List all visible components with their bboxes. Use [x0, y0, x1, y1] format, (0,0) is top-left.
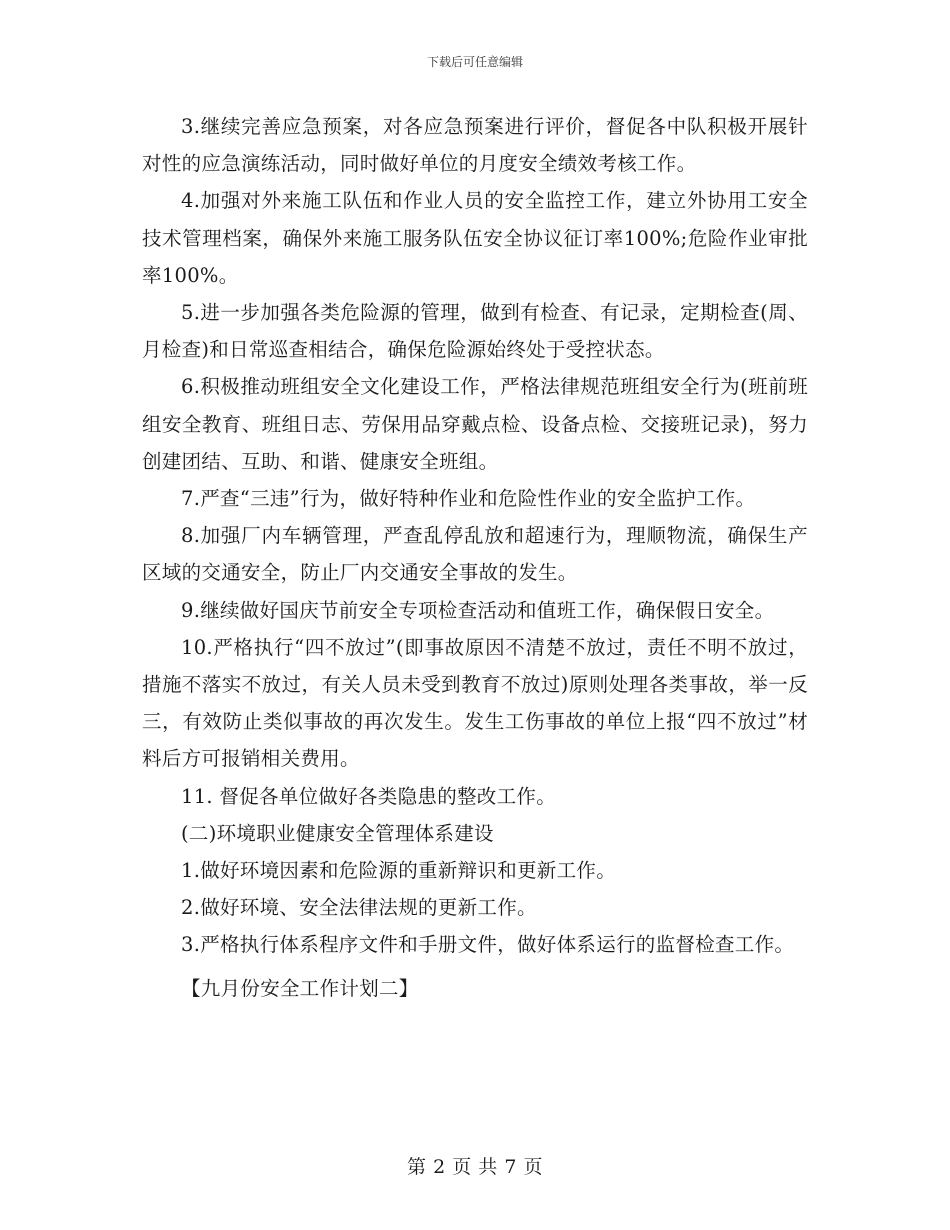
footer-prefix: 第: [407, 1156, 427, 1178]
subsection-title: (二)环境职业健康安全管理体系建设: [181, 821, 494, 845]
subsection-item-3: 3.严格执行体系程序文件和手册文件，做好体系运行的监督检查工作。: [181, 933, 795, 957]
subsection-item-2: 2.做好环境、安全法律法规的更新工作。: [181, 896, 537, 920]
subsection-item-1: 1.做好环境因素和危险源的重新辩识和更新工作。: [181, 859, 617, 883]
footer-suffix: 页: [523, 1156, 543, 1178]
paragraph-item-8: 8.加强厂内车辆管理，严查乱停乱放和超速行为，理顺物流，确保生产区域的交通安全，防止厂内交通安全事故的发生。: [142, 524, 808, 585]
paragraph-item-3: 3.继续完善应急预案，对各应急预案进行评价，督促各中队积极开展针对性的应急演练活动，同时做好单位的月度安全绩效考核工作。: [142, 115, 808, 176]
paragraph-item-5: 5.进一步加强各类危险源的管理，做到有检查、有记录，定期检查(周、月检查)和日常巡查相结合，确保危险源始终处于受控状态。: [142, 301, 808, 362]
paragraph-item-7: 7.严查“三违”行为，做好特种作业和危险性作业的安全监护工作。: [181, 487, 756, 511]
paragraph-item-4: 4.加强对外来施工队伍和作业人员的安全监控工作，建立外协用工安全技术管理档案，确保外来施工服务队伍安全协议征订率100%;危险作业审批率100%。: [142, 189, 808, 287]
document-body: [142, 108, 808, 1007]
footer-middle: 页 共: [452, 1156, 498, 1178]
paragraph-item-11: 11. 督促各单位做好各类隐患的整改工作。: [181, 784, 557, 808]
paragraph-item-9: 9.继续做好国庆节前安全专项检查活动和值班工作，确保假日安全。: [181, 598, 775, 622]
page-footer: [0, 1152, 950, 1179]
section-heading: 【九月份安全工作计划二】: [181, 976, 419, 1000]
footer-total-pages: 7: [504, 1156, 517, 1178]
footer-current-page: 2: [433, 1156, 446, 1178]
paragraph-item-6: 6.积极推动班组安全文化建设工作，严格法律规范班组安全行为(班前班组安全教育、班组日志、劳保用品穿戴点检、设备点检、交接班记录)，努力创建团结、互助、和谐、健康安全班组。: [142, 375, 808, 473]
page-header: 下载后可任意编辑: [426, 55, 523, 69]
paragraph-item-10: 10.严格执行“四不放过”(即事故原因不清楚不放过，责任不明不放过，措施不落实不放过，有关人员未受到教育不放过)原则处理各类事故，举一反三，有效防止类似事故的再次发生。发生工伤事故的单位上报“四不放过”材料后方可报销相关费用。: [142, 635, 808, 771]
